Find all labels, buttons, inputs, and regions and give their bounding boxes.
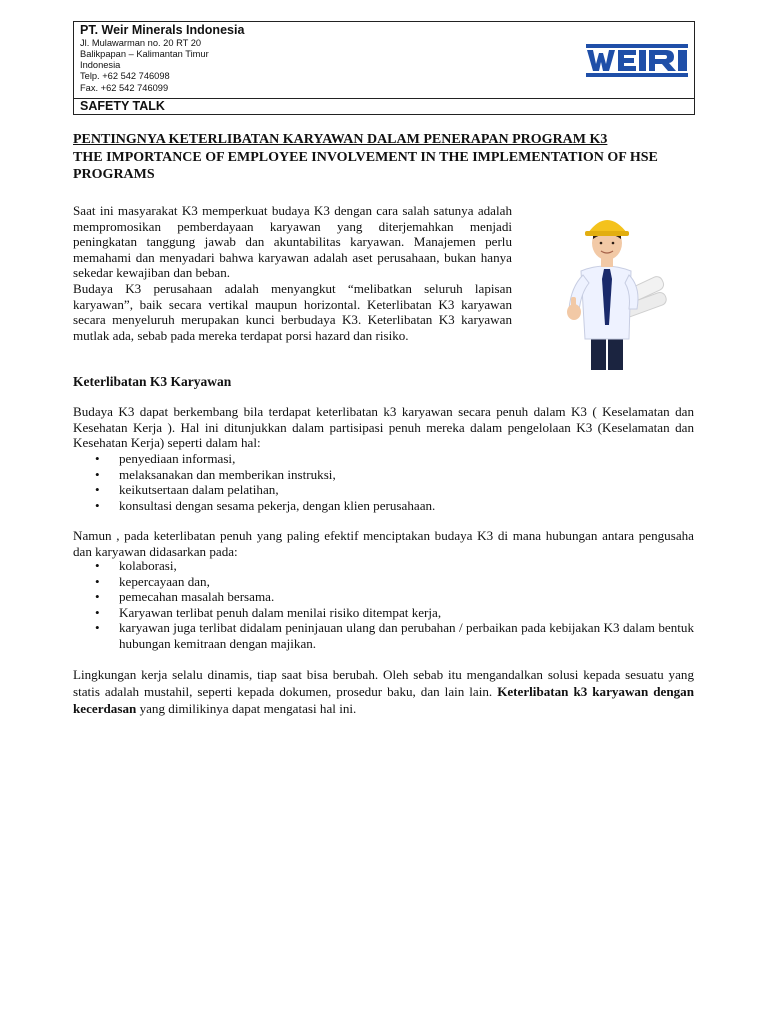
address-line: Balikpapan – Kalimantan Timur bbox=[80, 49, 209, 59]
bullet-icon: • bbox=[95, 451, 100, 466]
section1-paragraph: Budaya K3 dapat berkembang bila terdapat keterlibatan k3 karyawan secara penuh dalam K3 ( Keselamatan dan Kesehatan Kerja ). Hal ini ditunjukkan dalam partisipasi penuh mereka dalam pengelolaan K3 (Keselamatan dan Kesehatan Kerja) seperti dalam hal: bbox=[73, 404, 694, 451]
fax-line: Fax. +62 542 746099 bbox=[80, 83, 169, 93]
safety-talk-label: SAFETY TALK bbox=[80, 99, 165, 113]
safety-talk-bar bbox=[74, 98, 694, 115]
letterhead bbox=[73, 21, 695, 115]
list-item: • konsultasi dengan sesama pekerja, dengan klien perusahaan. bbox=[95, 497, 436, 513]
section-heading: Keterlibatan K3 Karyawan bbox=[73, 374, 232, 389]
section1-list bbox=[73, 451, 694, 513]
title-english-line1: THE IMPORTANCE OF EMPLOYEE INVOLVEMENT IN THE IMPLEMENTATION OF HSE bbox=[73, 150, 658, 165]
bullet-icon: • bbox=[95, 573, 100, 589]
bullet-icon: • bbox=[95, 589, 100, 605]
title-indonesian: PENTINGNYA KETERLIBATAN KARYAWAN DALAM PENERAPAN PROGRAM K3 bbox=[73, 132, 608, 147]
title-english-line2: PROGRAMS bbox=[73, 167, 155, 182]
intro-paragraph-1: Saat ini masyarakat K3 memperkuat budaya K3 dengan cara salah satunya adalah mempromosikan pemberdayaan karyawan yang diterjemahkan menjadi peningkatan tanggung jawab dan akuntabilitas karyawan. Manajemen perlu memahami dan menyadari bahwa karyawan adalah aset perusahaan, bukan hanya sekedar kewajiban dan beban. bbox=[73, 203, 512, 281]
closing-bold-phrase: Keterlibatan k3 karyawan dengan kecerdasan bbox=[73, 684, 694, 716]
phone-line: Telp. +62 542 746098 bbox=[80, 71, 170, 81]
bullet-icon: • bbox=[95, 604, 100, 620]
intro-paragraph-2: Budaya K3 perusahaan adalah menyangkut “melibatkan seluruh lapisan karyawan”, baik secara vertikal maupun horizontal. Keterlibatan K3 karyawan secara menyeluruh merupakan kunci berbudaya K3. Keterlibatan K3 karyawan mutlak ada, sebab pada mereka terdapat porsi hazard dan risiko. bbox=[73, 281, 512, 343]
list-item: • kolaborasi, bbox=[95, 558, 177, 573]
list-item: • kepercayaan dan, bbox=[95, 573, 210, 589]
list-item: • pemecahan masalah bersama. bbox=[95, 589, 275, 605]
weir-logo bbox=[586, 44, 688, 77]
section2-list bbox=[73, 558, 694, 652]
list-item: • Karyawan terlibat penuh dalam menilai risiko ditempat kerja, bbox=[95, 604, 442, 620]
list-item: • karyawan juga terlibat didalam peninjauan ulang dan perubahan / perbaikan pada kebijakan K3 dalam bentuk hubungan kemitraan dengan majikan. bbox=[95, 620, 694, 651]
worker-thumbs-up-image bbox=[555, 205, 675, 370]
company-name: PT. Weir Minerals Indonesia bbox=[80, 23, 245, 37]
list-item: • penyediaan informasi, bbox=[95, 451, 236, 466]
bullet-icon: • bbox=[95, 558, 100, 573]
address-line: Jl. Mulawarman no. 20 RT 20 bbox=[80, 38, 202, 48]
section2-paragraph: Namun , pada keterlibatan penuh yang paling efektif menciptakan budaya K3 di mana hubungan antara pengusaha dan karyawan didasarkan pada: bbox=[73, 528, 694, 559]
bullet-icon: • bbox=[95, 466, 100, 482]
closing-paragraph: Lingkungan kerja selalu dinamis, tiap saat bisa berubah. Oleh sebab itu mengandalkan solusi kepada sesuatu yang statis adalah mustahil, seperti kepada dokumen, prosedur baku, dan lain lain. Keterlibatan k3 karyawan dengan kecerdasan yang dimilikinya dapat mengatasi hal ini. bbox=[73, 667, 694, 716]
list-item: • keikutsertaan dalam pelatihan, bbox=[95, 482, 279, 498]
bullet-icon: • bbox=[95, 482, 100, 498]
address-line: Indonesia bbox=[80, 60, 121, 70]
bullet-icon: • bbox=[95, 497, 100, 513]
list-item: • melaksanakan dan memberikan instruksi, bbox=[95, 466, 336, 482]
bullet-icon: • bbox=[95, 620, 100, 636]
